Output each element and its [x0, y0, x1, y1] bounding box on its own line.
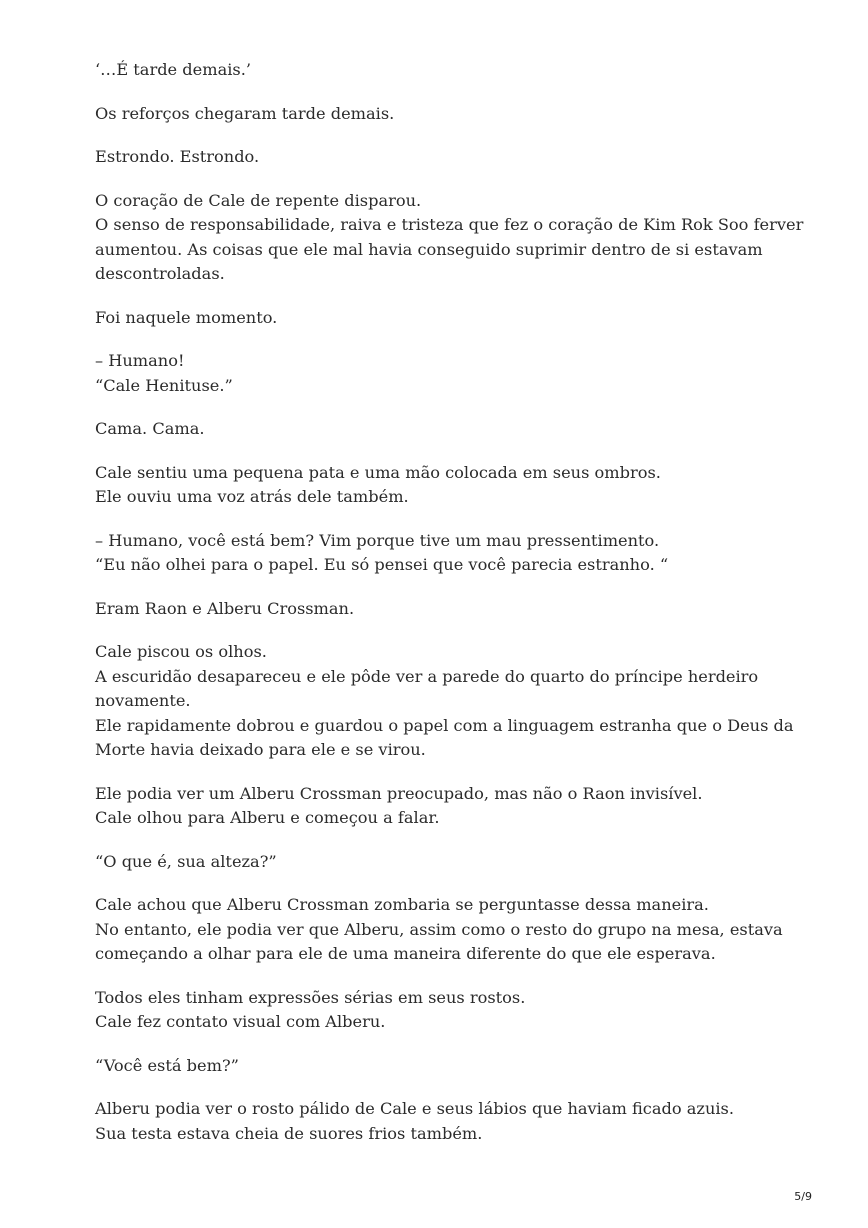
text-line: Cale fez contato visual com Alberu. — [95, 1012, 386, 1031]
paragraph — [95, 640, 795, 763]
paragraph — [95, 145, 795, 170]
text-line: “Cale Henituse.” — [95, 375, 233, 395]
paragraph — [95, 529, 795, 578]
paragraph — [95, 58, 795, 83]
document-body — [95, 58, 804, 1165]
paragraph — [95, 461, 795, 510]
text-line: Alberu podia ver o rosto pálido de Cale e seus lábios que haviam ficado azuis. — [95, 1099, 735, 1118]
paragraph — [95, 597, 795, 622]
text-line: Sua testa estava cheia de suores frios também. — [95, 1123, 483, 1143]
paragraph — [95, 349, 795, 398]
page-number: 5/9 — [794, 1190, 812, 1203]
text-line: “Eu não olhei para o papel. Eu só pensei que você parecia estranho. “ — [95, 555, 669, 574]
paragraph — [95, 306, 795, 331]
paragraph — [95, 850, 795, 875]
paragraph — [95, 1097, 795, 1146]
text-line: Morte havia deixado para ele e se virou. — [95, 740, 426, 759]
text-line: ‘…É tarde demais.’ — [95, 60, 251, 79]
text-line: Cale sentiu uma pequena pata e uma mão colocada em seus ombros. — [95, 462, 661, 482]
text-line: “O que é, sua alteza?” — [95, 851, 277, 871]
text-line: Cama. Cama. — [95, 419, 205, 438]
text-line: novamente. — [95, 691, 191, 710]
paragraph — [95, 782, 795, 831]
text-line: A escuridão desapareceu e ele pôde ver a parede do quarto do príncipe herdeiro — [95, 666, 759, 686]
text-line: Cale achou que Alberu Crossman zombaria se perguntasse dessa maneira. — [95, 895, 709, 914]
text-line: Ele podia ver um Alberu Crossman preocupado, mas não o Raon invisível. — [95, 783, 703, 803]
text-line: começando a olhar para ele de uma maneira diferente do que ele esperava. — [95, 944, 716, 963]
text-line: Eram Raon e Alberu Crossman. — [95, 598, 355, 618]
paragraph — [95, 102, 795, 127]
text-line: No entanto, ele podia ver que Alberu, assim como o resto do grupo na mesa, estava — [95, 919, 783, 939]
text-line: – Humano! — [95, 351, 185, 370]
text-line: aumentou. As coisas que ele mal havia conseguido suprimir dentro de si estavam — [95, 239, 763, 259]
paragraph — [95, 893, 795, 967]
paragraph — [95, 189, 804, 287]
text-line: O senso de responsabilidade, raiva e tristeza que fez o coração de Kim Rok Soo ferver — [95, 215, 804, 234]
text-line: – Humano, você está bem? Vim porque tive um mau pressentimento. — [95, 530, 660, 550]
text-line: Estrondo. Estrondo. — [95, 147, 260, 166]
paragraph — [95, 986, 795, 1035]
paragraph — [95, 1054, 795, 1079]
text-line: Ele rapidamente dobrou e guardou o papel com a linguagem estranha que o Deus da — [95, 715, 794, 735]
text-line: Todos eles tinham expressões sérias em seus rostos. — [95, 987, 526, 1007]
text-line: Cale piscou os olhos. — [95, 642, 267, 661]
text-line: Cale olhou para Alberu e começou a falar. — [95, 808, 440, 827]
text-line: “Você está bem?” — [95, 1055, 239, 1075]
paragraph — [95, 417, 795, 442]
text-line: Foi naquele momento. — [95, 307, 278, 327]
text-line: O coração de Cale de repente disparou. — [95, 190, 422, 210]
text-line: Os reforços chegaram tarde demais. — [95, 103, 395, 123]
text-line: Ele ouviu uma voz atrás dele também. — [95, 487, 409, 506]
text-line: descontroladas. — [95, 264, 225, 283]
